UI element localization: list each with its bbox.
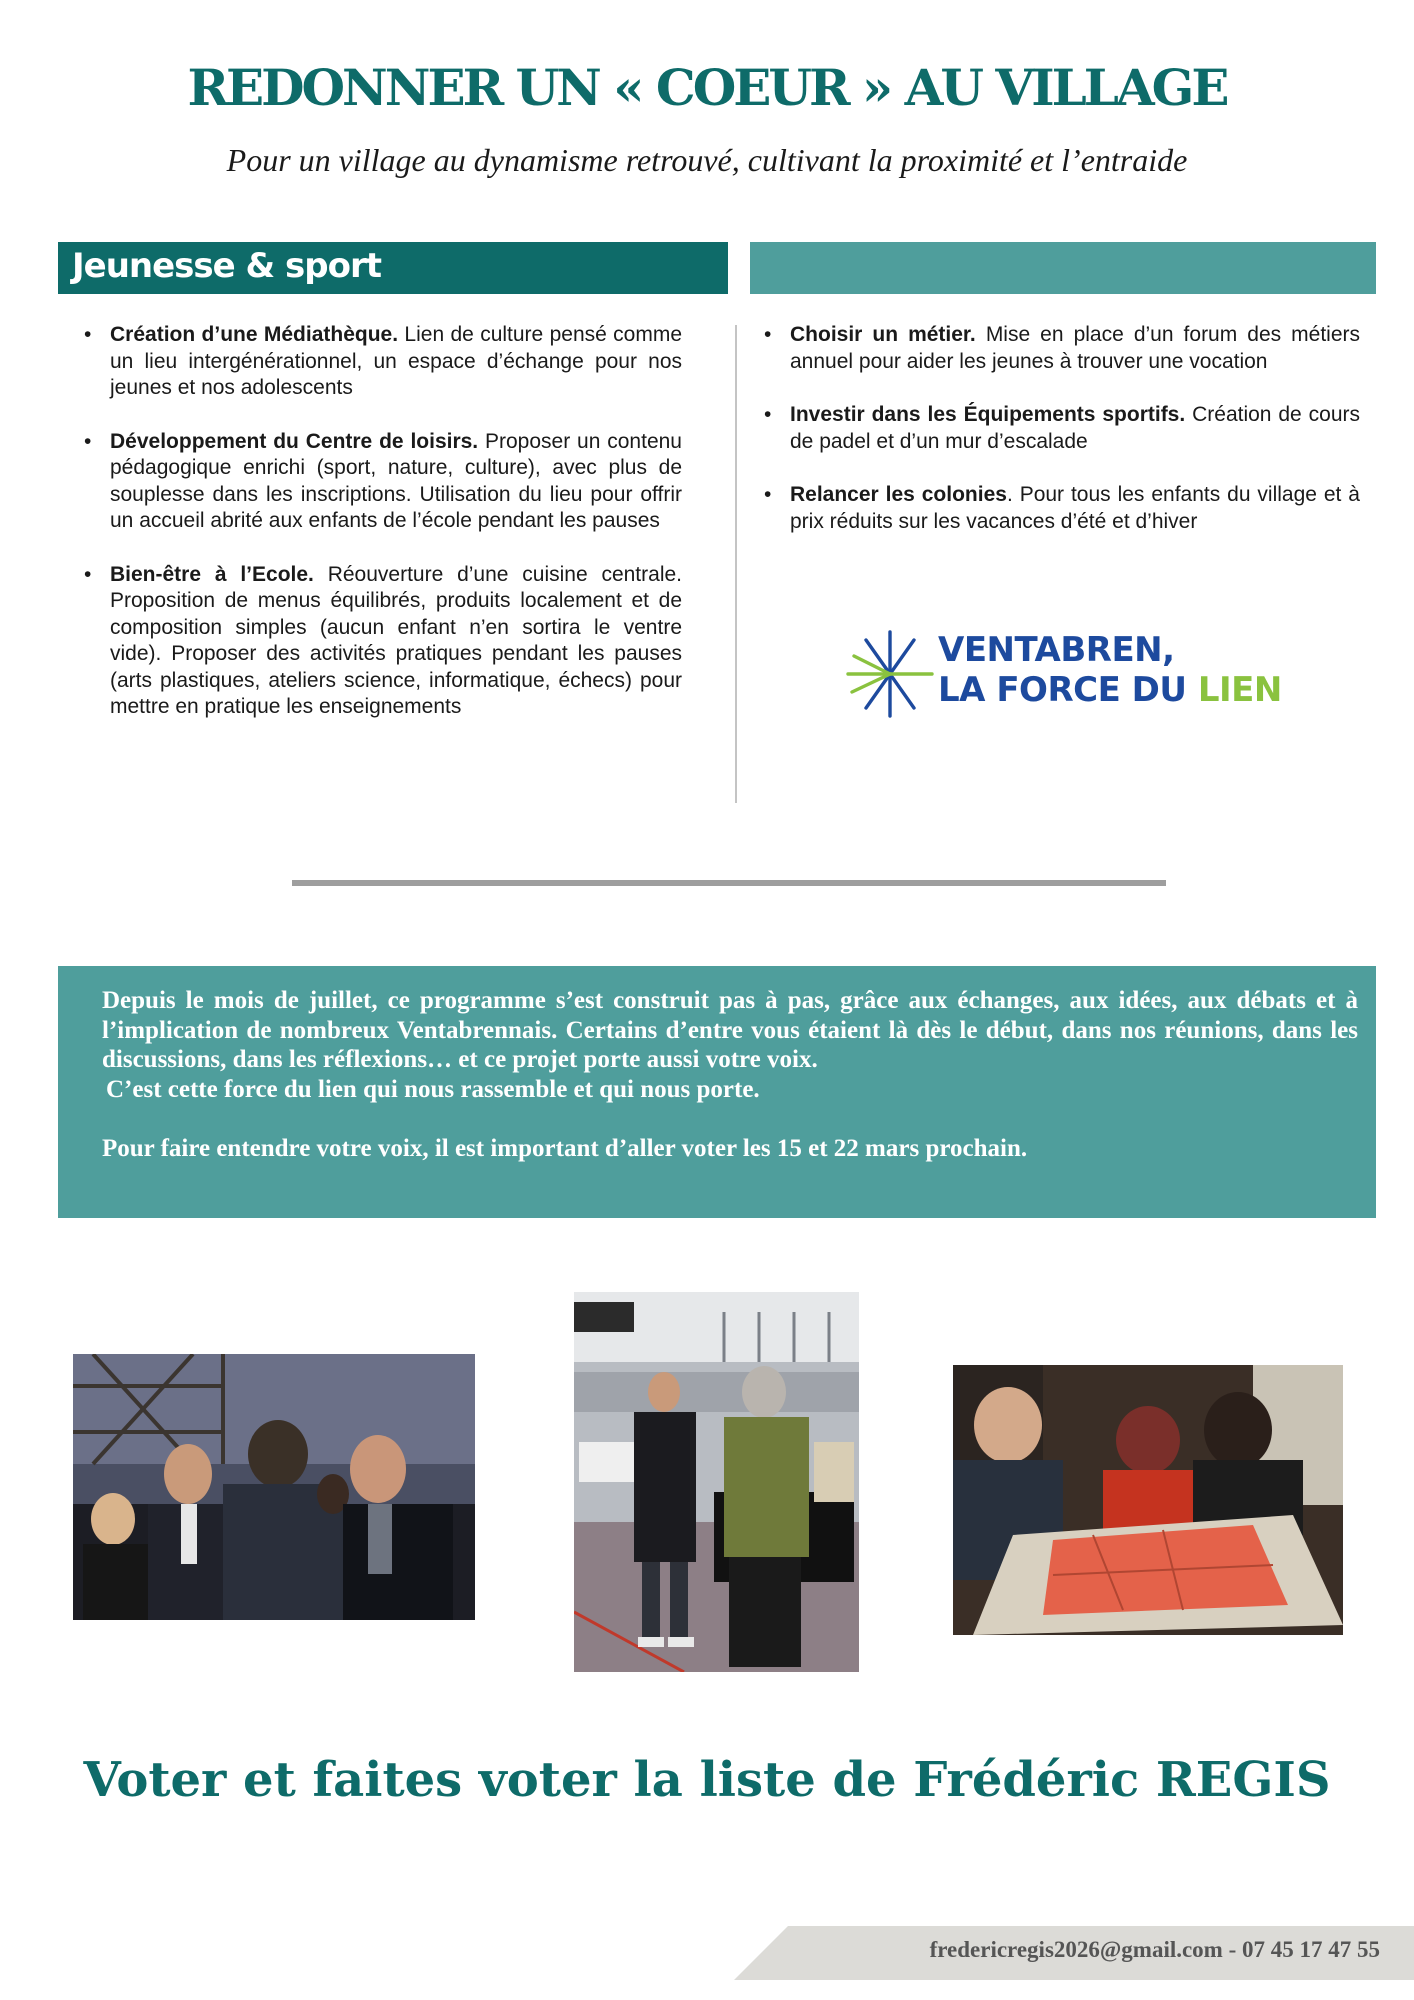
message-paragraph: Depuis le mois de juillet, ce programme s’est construit pas à pas, grâce aux échanges, aux idées, aux débats et à l’implication de nombreux Ventabrennais. Certains d’entre vous étaient là dès le début, dans nos réunions, dans les discussions, dans les réflexions… et ce projet porte aussi votre voix. (102, 987, 1358, 1073)
logo-line-1: VENTABREN, (938, 630, 1175, 670)
program-list-left (82, 322, 682, 748)
photo-meeting (73, 1354, 475, 1620)
page-subtitle: Pour un village au dynamisme retrouvé, cultivant la proximité et l’entraide (226, 142, 1188, 178)
section-heading (58, 242, 728, 294)
item-text: Mise en place d’un forum des métiers annuel pour aider les jeunes à trouver une vocation (790, 323, 1361, 373)
list-item (82, 429, 682, 535)
column-divider (735, 325, 737, 803)
photo-market-hall-icon (574, 1292, 859, 1672)
footer-contact: fredericregis2026@gmail.com - 07 45 17 47 55 (929, 1937, 1380, 1962)
photo-meeting-icon (73, 1354, 475, 1620)
program-list-right (762, 322, 1360, 562)
horizontal-separator (292, 880, 1166, 886)
message-line: C’est cette force du lien qui nous rassemble et qui nous porte. (106, 1075, 760, 1103)
section-heading-band (750, 242, 1376, 294)
campaign-logo (846, 628, 1306, 720)
item-lead: Développement du Centre de loisirs. (110, 429, 479, 453)
item-lead: Choisir un métier. (790, 323, 976, 346)
message-box (58, 966, 1376, 1218)
photo-market-hall (574, 1292, 859, 1672)
item-text: Proposer un contenu pédagogique enrichi (sport, nature, culture), avec plus de souplesse dans les inscriptions. Utilisation du lieu pour offrir un accueil abrité aux enfants de l’école pendant les pauses (110, 429, 682, 532)
list-item (762, 322, 1360, 375)
page-title: REDONNER UN « COEUR » AU VILLAGE (187, 58, 1227, 117)
list-item (82, 322, 682, 402)
call-to-action: Voter et faites voter la liste de Frédéric REGIS (83, 1752, 1331, 1808)
photo-map-workshop (953, 1365, 1343, 1635)
item-text: Création de cours de padel et d’un mur d’escalade (790, 403, 1360, 453)
list-item (762, 402, 1360, 455)
section-heading-label: Jeunesse & sport (72, 246, 381, 286)
photo-map-workshop-icon (953, 1365, 1343, 1635)
vote-reminder: Pour faire entendre votre voix, il est important d’aller voter les 15 et 22 mars prochain. (102, 1135, 1028, 1162)
logo-line-2-main: LA FORCE DU (938, 670, 1198, 710)
item-lead: Bien-être à l’Ecole. (110, 562, 314, 586)
starburst-icon (846, 630, 934, 718)
item-lead: Investir dans les Équipements sportifs. (790, 403, 1186, 426)
item-text: Réouverture d’une cuisine centrale. Proposition de menus équilibrés, produits localement et de composition simples (aucun enfant n’en sortira le ventre vide). Proposer des activités pratiques pendant les pauses (arts plastiques, ateliers science, informatique, échecs) pour mettre en pratique les enseignements (110, 562, 682, 718)
logo-line-2 (938, 670, 1282, 710)
item-text: . Pour tous les enfants du village et à prix réduits sur les vacances d’été et d’hiver (790, 483, 1360, 533)
logo-line-2-accent: LIEN (1197, 670, 1282, 710)
list-item (762, 482, 1360, 535)
item-lead: Création d’une Médiathèque. (110, 323, 399, 346)
list-item (82, 562, 682, 721)
item-lead: Relancer les colonies (790, 483, 1007, 506)
item-text: Lien de culture pensé comme un lieu intergénérationnel, un espace d’échange pour nos jeunes et nos adolescents (110, 323, 683, 399)
